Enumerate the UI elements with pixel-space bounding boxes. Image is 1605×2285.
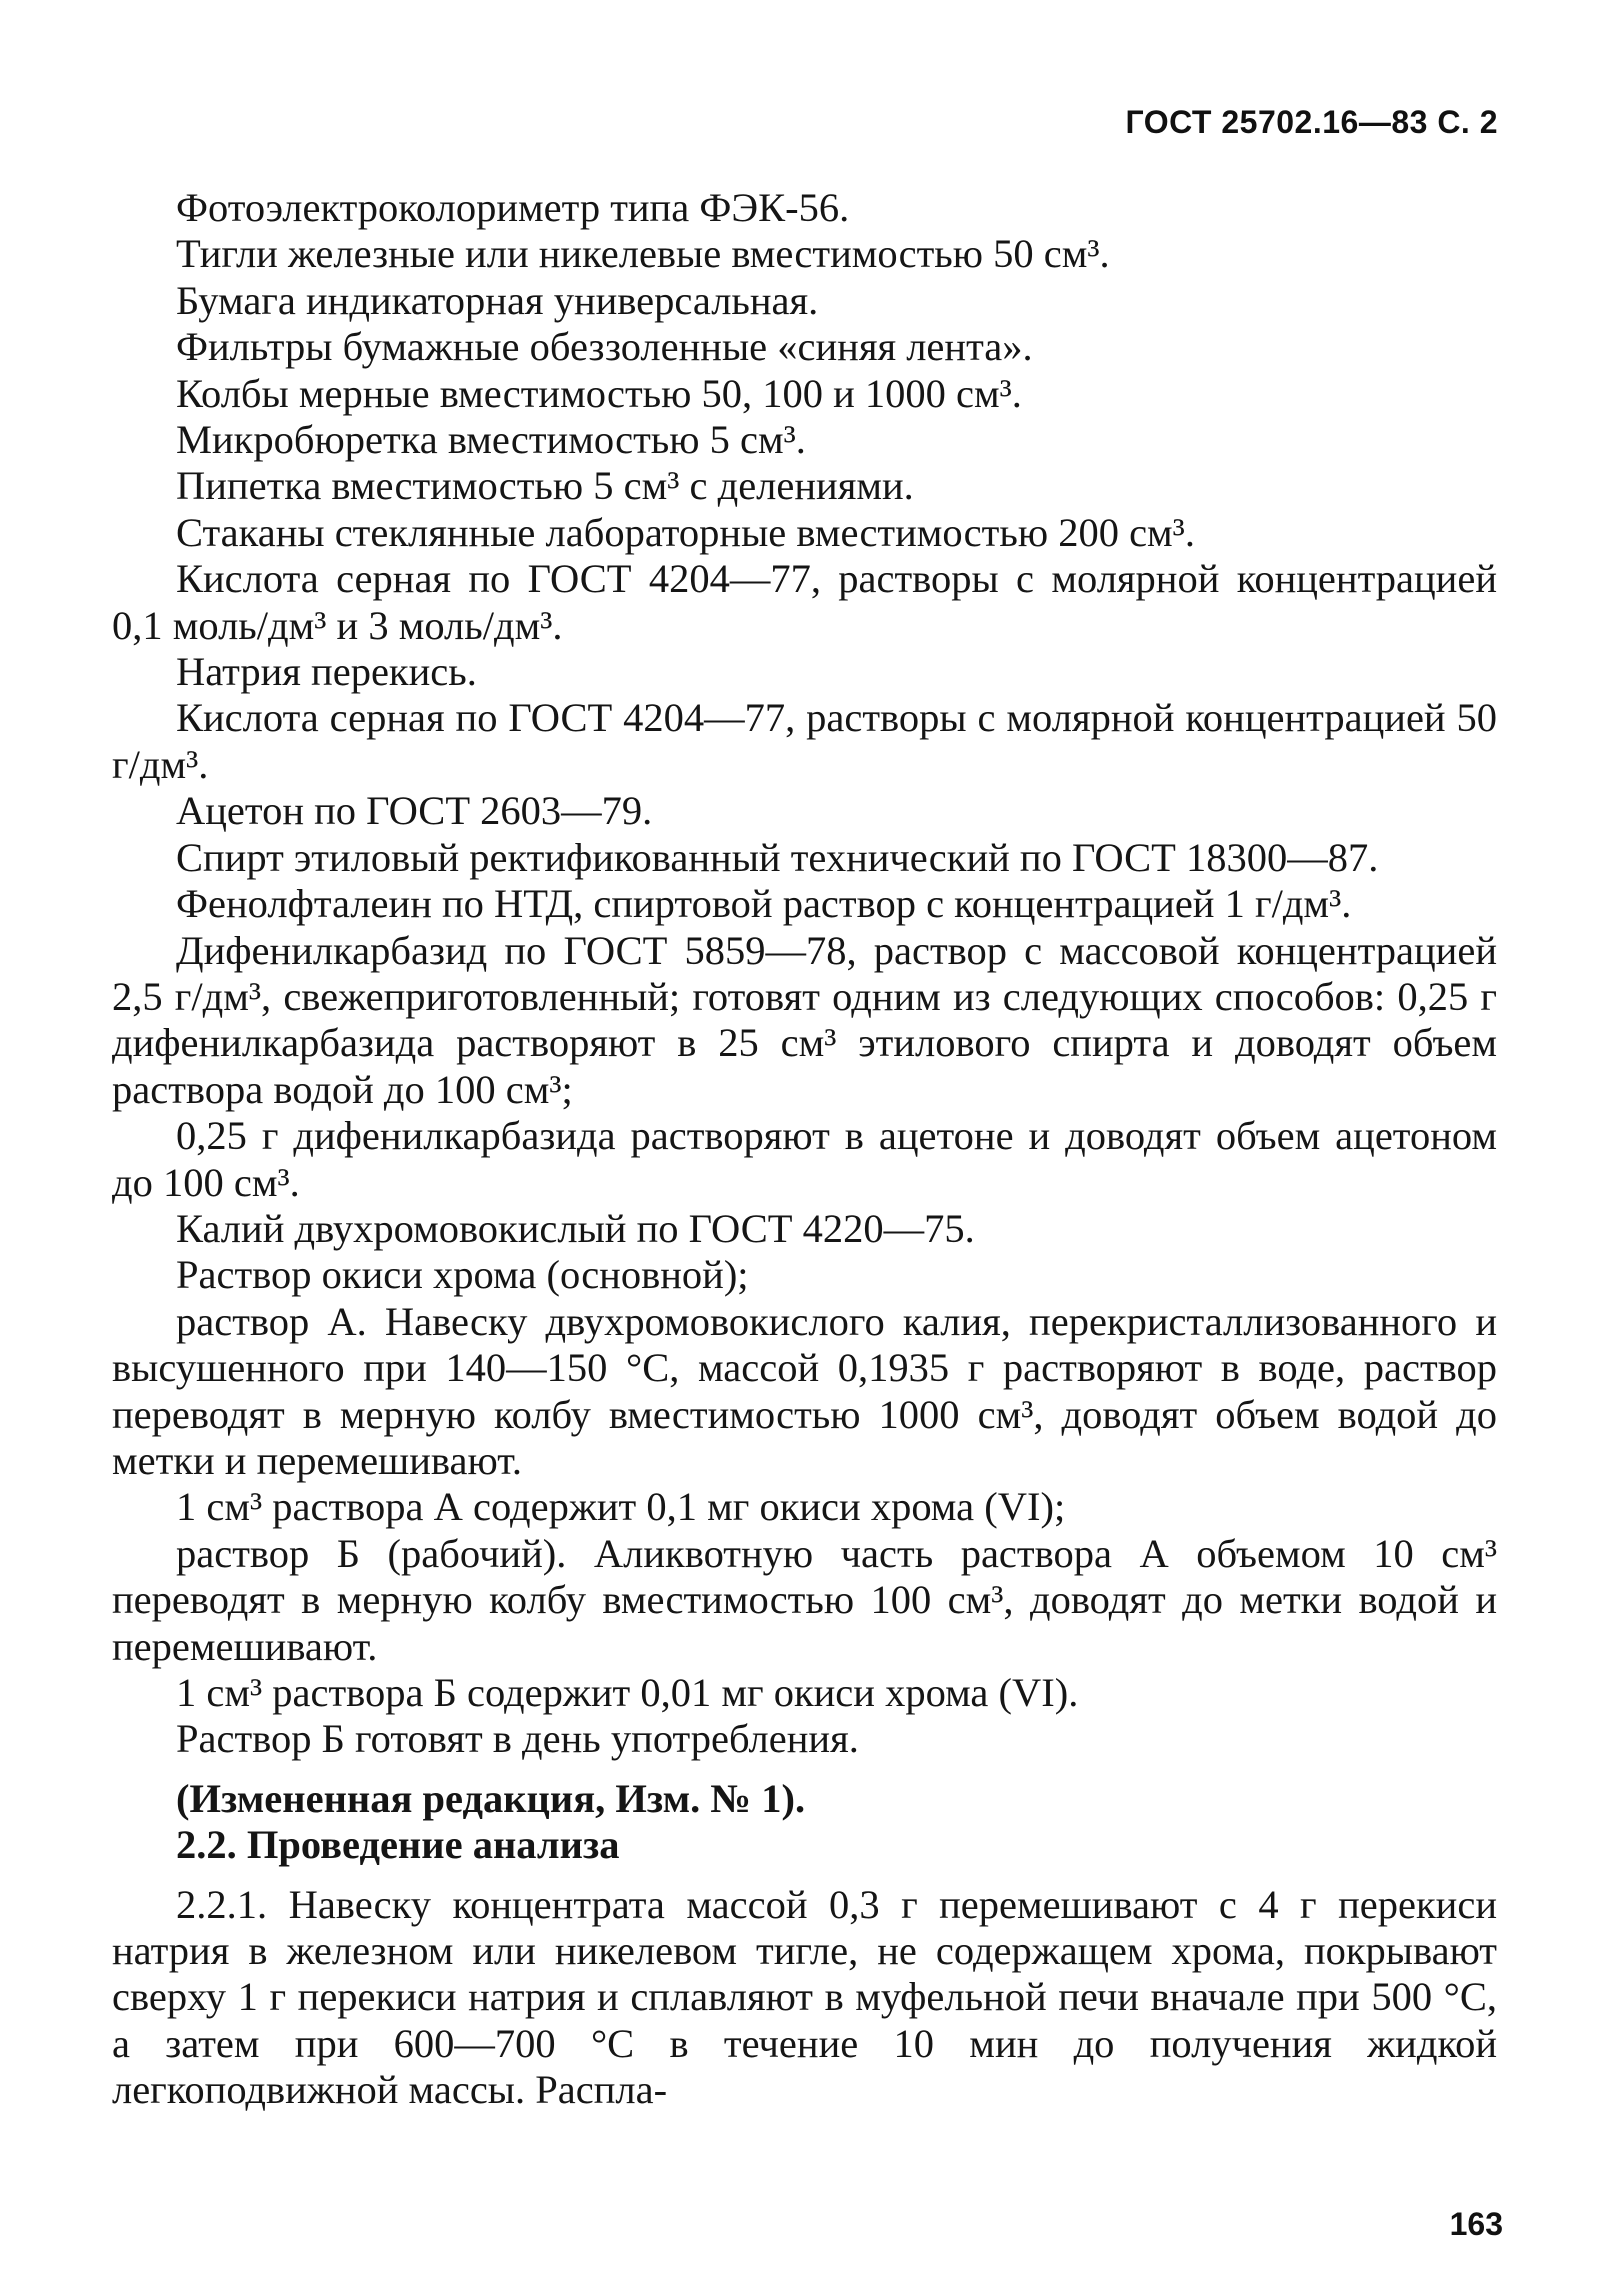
body-text xyxy=(112,185,1497,2114)
paragraph-chromium-oxide-stock: Раствор окиси хрома (основной); xyxy=(176,1252,749,1298)
paragraph-indicator-paper: Бумага индикаторная универсальная. xyxy=(176,277,819,323)
section-title-analysis: 2.2. Проведение анализа xyxy=(176,1822,620,1868)
paragraph-solution-b: раствор Б (рабочий). Аликвотную часть раствора А объемом 10 см³ переводят в мерную колбу вместимостью 100 см³, доводят до метки водой и перемешивают. xyxy=(112,1530,1497,1669)
page-number: 163 xyxy=(1449,2206,1503,2242)
paragraph-diphenylcarbazide: Дифенилкарбазид по ГОСТ 5859—78, раствор с массовой концентрацией 2,5 г/дм³, свежеприготовленный; готовят одним из следующих способов: 0,25 г дифенилкарбазида растворяют в 25 см³ этилового спирта и доводят объем раствора водой до 100 см³; xyxy=(112,927,1497,1112)
paragraph-crucibles: Тигли железные или никелевые вместимостью 50 см³. xyxy=(176,231,1110,277)
paragraph-microburette: Микробюретка вместимостью 5 см³. xyxy=(176,417,806,463)
paragraph-potassium-dichromate: Калий двухромовокислый по ГОСТ 4220—75. xyxy=(176,1205,975,1251)
paragraph-solution-a-content: 1 см³ раствора А содержит 0,1 мг окиси хрома (VI); xyxy=(176,1484,1066,1530)
paragraph-flasks: Колбы мерные вместимостью 50, 100 и 1000 см³. xyxy=(176,370,1022,416)
running-header: ГОСТ 25702.16—83 С. 2 xyxy=(1125,104,1498,140)
paragraph-beakers: Стаканы стеклянные лабораторные вместимостью 200 см³. xyxy=(176,509,1195,555)
paragraph-pipette: Пипетка вместимостью 5 см³ с делениями. xyxy=(176,463,914,509)
paragraph-photocolorimeter: Фотоэлектроколориметр типа ФЭК-56. xyxy=(176,185,850,230)
paragraph-sodium-peroxide: Натрия перекись. xyxy=(176,649,477,695)
paragraph-solution-b-preparation: Раствор Б готовят в день употребления. xyxy=(176,1716,859,1762)
paragraph-phenolphthalein: Фенолфталеин по НТД, спиртовой раствор с концентрацией 1 г/дм³. xyxy=(176,881,1352,927)
paragraph-acetone: Ацетон по ГОСТ 2603—79. xyxy=(176,788,653,834)
paragraph-diphenylcarbazide-acetone: 0,25 г дифенилкарбазида растворяют в ацетоне и доводят объем ацетоном до 100 см³. xyxy=(112,1113,1497,1205)
paragraph-2-2-1: 2.2.1. Навеску концентрата массой 0,3 г перемешивают с 4 г перекиси натрия в железном или никелевом тигле, не содержащем хрома, покрывают сверху 1 г перекиси натрия и сплавляют в муфельной печи вначале при 500 °С, а затем при 600—700 °С в течение 10 мин до получения жидкой легкоподвижной массы. Распла- xyxy=(112,1881,1497,2113)
paragraph-solution-a: раствор А. Навеску двухромовокислого калия, перекристаллизованного и высушенного при 140—150 °С, массой 0,1935 г растворяют в воде, раствор переводят в мерную колбу вместимостью 1000 см³, доводят объем водой до метки и перемешивают. xyxy=(112,1298,1497,1483)
section-heading-analysis xyxy=(112,1822,1497,1868)
paragraph-filters: Фильтры бумажные обеззоленные «синяя лента». xyxy=(176,324,1033,370)
paragraph-solution-b-content: 1 см³ раствора Б содержит 0,01 мг окиси хрома (VI). xyxy=(176,1670,1079,1715)
paragraph-ethanol: Спирт этиловый ректификованный технический по ГОСТ 18300—87. xyxy=(176,834,1379,880)
paragraph-sulfuric-acid-mass: Кислота серная по ГОСТ 4204—77, растворы с молярной концентрацией 50 г/дм³. xyxy=(112,695,1497,787)
paragraph-sulfuric-acid-molar: Кислота серная по ГОСТ 4204—77, растворы с молярной концентрацией 0,1 моль/дм³ и 3 моль/дм³. xyxy=(112,556,1497,648)
amendment-note: (Измененная редакция, Изм. № 1). xyxy=(176,1775,806,1821)
